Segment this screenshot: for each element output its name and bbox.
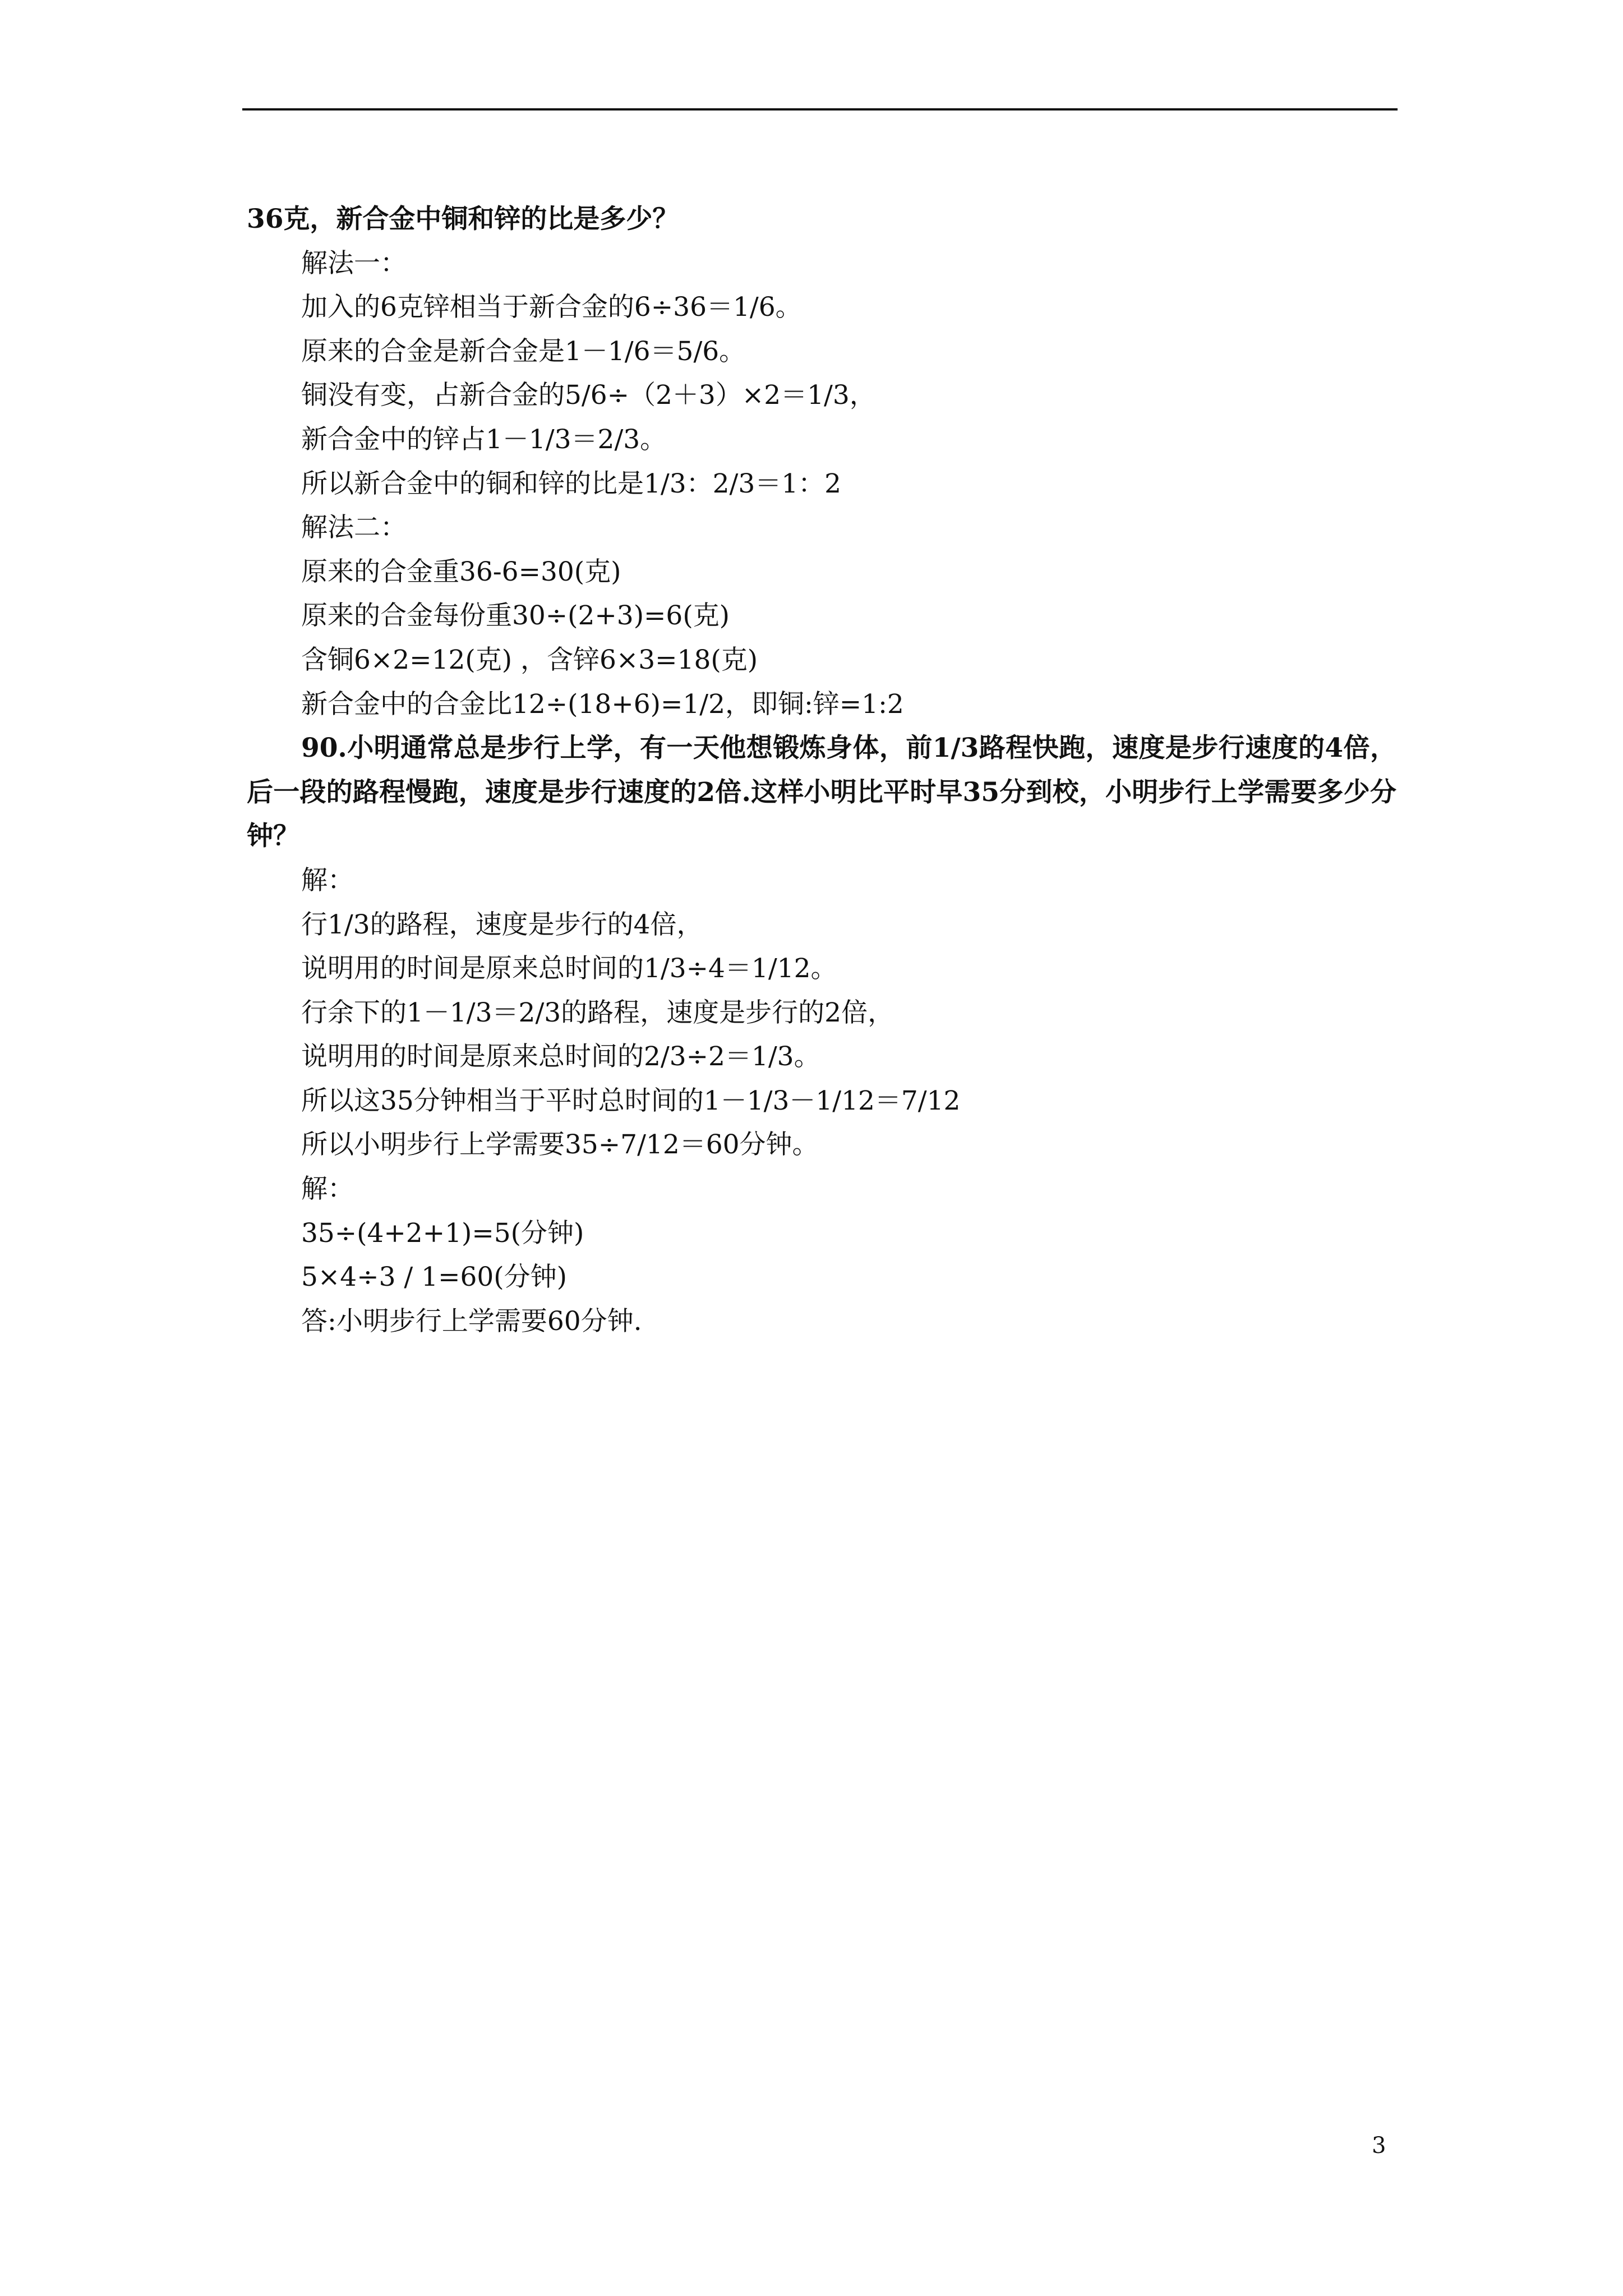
problem-89-question-tail: 36克，新合金中铜和锌的比是多少？: [247, 204, 679, 234]
solution-2-step: 35÷(4+2+1)=5(分钟): [301, 1217, 584, 1249]
method-1-step: 原来的合金是新合金是1－1/6＝5/6。: [301, 335, 746, 367]
solution-1-step: 行1/3的路程，速度是步行的4倍，: [301, 909, 703, 940]
document-body: [247, 197, 1396, 1343]
solution-1-label: 解：: [301, 864, 354, 896]
header-rule: [242, 108, 1398, 111]
method-1-step: 铜没有变，占新合金的5/6÷（2＋3）×2＝1/3，: [301, 380, 876, 411]
method-2-step: 原来的合金重36-6=30(克): [301, 556, 621, 587]
page-number: 3: [1372, 2133, 1386, 2159]
method-1-step: 所以新合金中的铜和锌的比是1/3：2/3＝1：2: [301, 468, 842, 499]
method-2-step: 原来的合金每份重30÷(2+3)=6(克): [301, 600, 730, 632]
solution-1-step: 说明用的时间是原来总时间的1/3÷4＝1/12。: [301, 953, 837, 984]
solution-1-step: 说明用的时间是原来总时间的2/3÷2＝1/3。: [301, 1041, 820, 1073]
method-2-step: 新合金中的合金比12÷(18+6)=1/2，即铜:锌=1:2: [301, 688, 904, 720]
solution-2-answer: 答:小明步行上学需要60分钟.: [301, 1305, 642, 1337]
solution-2-label: 解：: [301, 1174, 354, 1205]
solution-1-step: 所以这35分钟相当于平时总时间的1－1/3－1/12＝7/12: [301, 1085, 961, 1116]
solution-1-step: 所以小明步行上学需要35÷7/12＝60分钟。: [301, 1129, 819, 1161]
method-2-step: 含铜6×2=12(克) ，含锌6×3=18(克): [301, 644, 758, 675]
method-1-step: 加入的6克锌相当于新合金的6÷36＝1/6。: [301, 292, 802, 323]
method-1-label: 解法一：: [301, 247, 407, 279]
solution-2-step: 5×4÷3 / 1=60(分钟): [301, 1262, 567, 1293]
problem-90-question: 90.小明通常总是步行上学，有一天他想锻炼身体，前1/3路程快跑，速度是步行速度的4倍，后一段的路程慢跑，速度是步行速度的2倍.这样小明比平时早35分到校，小明步行上学需要多少分钟？: [247, 733, 1396, 852]
method-1-step: 新合金中的锌占1－1/3＝2/3。: [301, 424, 667, 455]
solution-1-step: 行余下的1－1/3＝2/3的路程，速度是步行的2倍，: [301, 997, 895, 1028]
method-2-label: 解法二：: [301, 512, 407, 544]
